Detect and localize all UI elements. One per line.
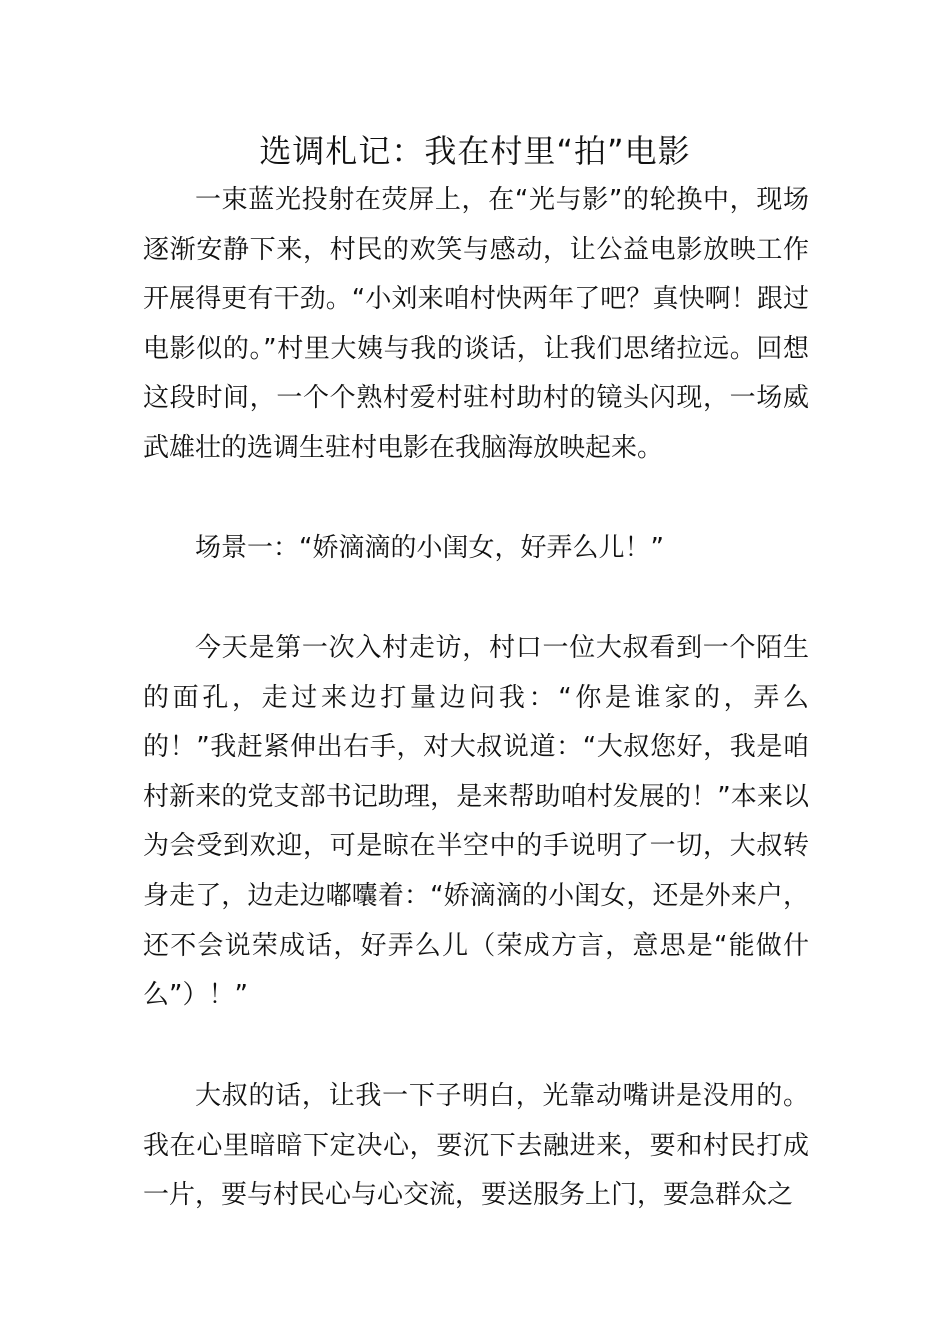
- paragraph-scene-heading: 场景一：“娇滴滴的小闺女，好弄么儿！”: [195, 533, 664, 563]
- paragraph-intro: 一束蓝光投射在荧屏上，在“光与影”的轮换中，现场逐渐安静下来，村民的欢笑与感动，让公益电影放映工作开展得更有干劲。“小刘来咱村快两年了吧？真快啊！跟过电影似的。”村里大姨与我的谈话，让我们思绪拉远。回想这段时间，一个个熟村爱村驻村助村的镜头闪现，一场威武雄壮的选调生驻村电影在我脑海放映起来。: [143, 185, 809, 463]
- document-title: 选调札记：我在村里“拍”电影: [259, 132, 691, 170]
- paragraph-first-visit: 今天是第一次入村走访，村口一位大叔看到一个陌生的面孔，走过来边打量边问我：“你是谁家的，弄么的！”我赶紧伸出右手，对大叔说道：“大叔您好，我是咱村新来的党支部书记助理，是来帮助咱村发展的！”本来以为会受到欢迎，可是晾在半空中的手说明了一切，大叔转身走了，边走边嘟囔着：“娇滴滴的小闺女，还是外来户，还不会说荣成话，好弄么儿（荣成方言，意思是“能做什么”）！”: [143, 633, 809, 1011]
- paragraph-resolution: 大叔的话，让我一下子明白，光靠动嘴讲是没用的。我在心里暗暗下定决心，要沉下去融进来，要和村民打成一片，要与村民心与心交流，要送服务上门，要急群众之: [143, 1081, 809, 1211]
